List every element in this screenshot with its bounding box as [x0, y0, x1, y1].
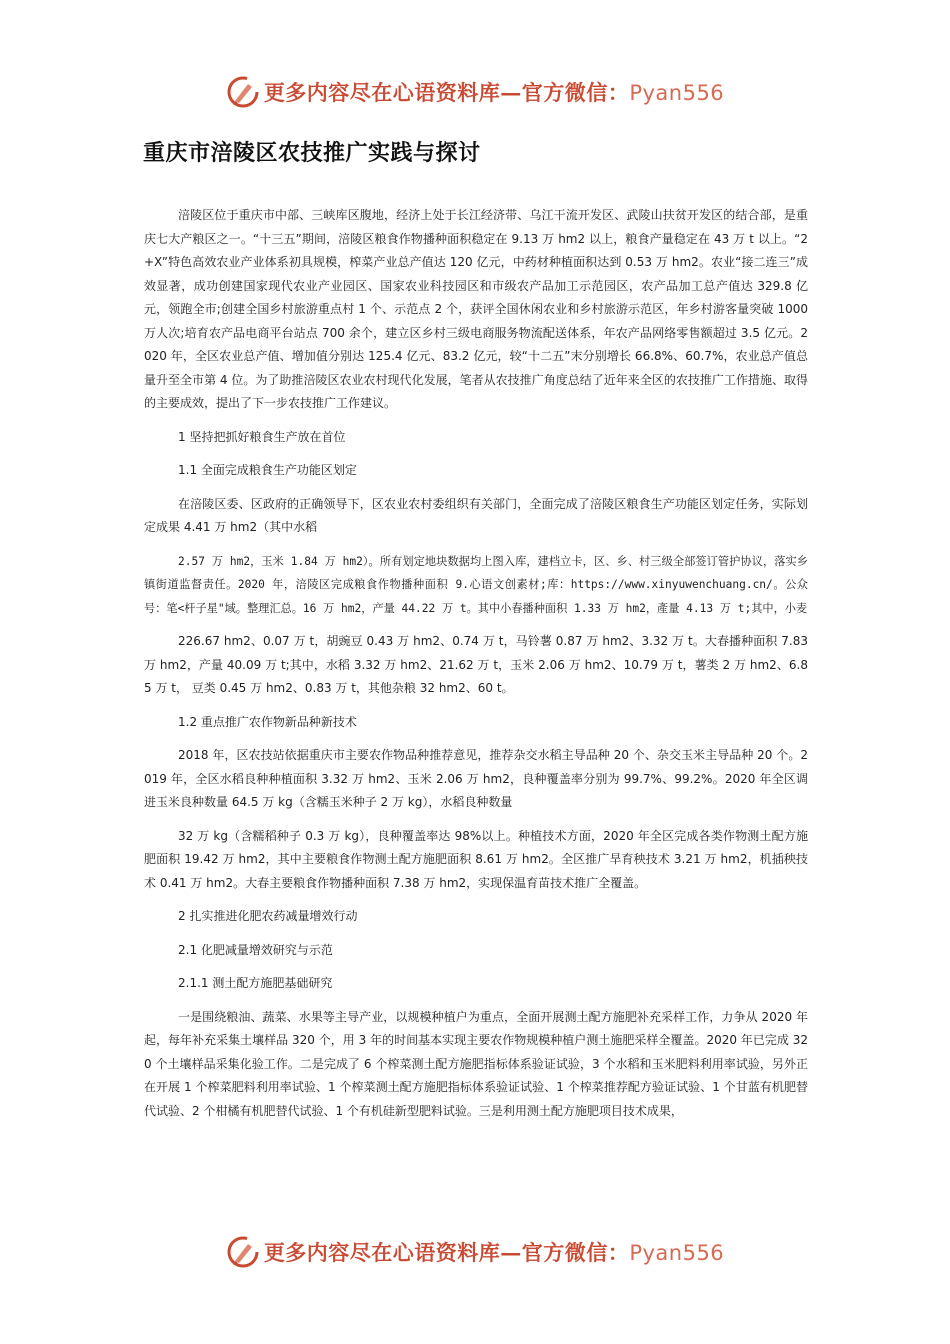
heading-section-1: 1 坚持把抓好粮食生产放在首位 — [178, 429, 346, 444]
paragraph-1-1-b: 2.57 万 hm2，玉米 1.84 万 hm2）。所有划定地块数据均上图入库，建档立卡，区、乡、村三级全部签订管护协议，落实乡镇街道监督责任。2020 年，涪陵区完成粮食作物播种面积 9.心语文创素材;库：https://www.xinyuwenchuang.cn/。公众号：笔<杆子星"域。整理汇总。16 万 hm2，产量 44.22 万 t。其中小春播种面积 1.33 万 hm2，產量 4.13 万 t;其中，小麦 — [144, 554, 808, 615]
heading-section-2-1: 2.1 化肥减量增效研究与示范 — [178, 942, 333, 957]
heading-section-1-2: 1.2 重点推广农作物新品种新技术 — [178, 714, 357, 729]
paragraph-1-1-a: 在涪陵区委、区政府的正确领导下，区农业农村委组织有关部门，全面完成了涪陵区粮食生产功能区划定任务，实际划定成果 4.41 万 hm2（其中水稻 — [144, 496, 808, 534]
heading-section-1-1: 1.1 全面完成粮食生产功能区划定 — [178, 463, 357, 477]
heading-section-2: 2 扎实推进化肥农药减量增效行动 — [178, 909, 358, 923]
document-body — [144, 204, 808, 1123]
paragraph-intro: 涪陵区位于重庆市中部、三峡库区腹地，经济上处于长江经济带、乌江干流开发区、武陵山扶贫开发区的结合部，是重庆七大产粮区之一。“十三五”期间，涪陵区粮食作物播种面积稳定在 9.13 万 hm2 以上，粮食产量稳定在 43 万 t 以上。“2+X”特色高效农业产业体系初具规模，榨菜产业总产值达 120 亿元，中药材种植面积达到 0.53 万 hm2。农业“接二连三”成效显著，成功创建国家现代农业产业园区、国家农业科技园区和市级农产品加工示范园区，农产品加工总产值达 329.8 亿元，领跑全市;创建全国乡村旅游重点村 1 个、示范点 2 个，获评全国休闲农业和乡村旅游示范区，年乡村游客量突破 1000 万人次;培育农产品电商平台站点 700 余个，建立区乡村三级电商服务物流配送体系，年农产品网络零售额超过 3.5 亿元。2020 年，全区农业总产值、增加值分别达 125.4 亿元、83.2 亿元，较“十二五”末分别增长 66.8%、60.7%，农业总产值总量升至全市第 4 位。为了助推涪陵区农业农村现代化发展，笔者从农技推广角度总结了近年来全区的农技推广工作措施、取得的主要成效，提出了下一步农技推广工作建议。 — [144, 208, 808, 410]
banner-wechat: Pyan556 — [629, 1241, 725, 1265]
header-banner — [0, 72, 950, 112]
document-title: 重庆市涪陵区农技推广实践与探讨 — [143, 141, 481, 166]
pen-logo-icon — [226, 75, 260, 109]
paragraph-1-2-b: 32 万 kg（含糯稻种子 0.3 万 kg），良种覆盖率达 98%以上。种植技术方面，2020 年全区完成各类作物测土配方施肥面积 19.42 万 hm2，其中主要粮食作物测土配方施肥面积 8.61 万 hm2。全区推广旱育秧技术 3.21 万 hm2，机插秧技术 0.41 万 hm2。大春主要粮食作物播种面积 7.38 万 hm2，实现保温育苗技术推广全覆盖。 — [144, 828, 808, 890]
footer-banner — [0, 1232, 950, 1272]
pen-logo-icon — [226, 1235, 260, 1269]
heading-section-2-1-1: 2.1.1 测土配方施肥基础研究 — [178, 976, 333, 990]
banner-wechat: Pyan556 — [629, 81, 725, 105]
paragraph-1-1-c: 226.67 hm2、0.07 万 t，胡豌豆 0.43 万 hm2、0.74 万 t，马铃薯 0.87 万 hm2、3.32 万 t。大春播种面积 7.83 万 hm2，产量 40.09 万 t;其中，水稻 3.32 万 hm2、21.62 万 t，玉米 2.06 万 hm2、10.79 万 t，薯类 2 万 hm2、6.85 万 t， 豆类 0.45 万 hm2、0.83 万 t，其他杂粮 32 hm2、60 t。 — [144, 634, 808, 695]
banner-text: 更多内容尽在心语资料库—官方微信：Pyan556 — [263, 1240, 725, 1265]
banner-text: 更多内容尽在心语资料库—官方微信：Pyan556 — [263, 80, 725, 105]
paragraph-2-1-1-a: 一是围绕粮油、蔬菜、水果等主导产业，以规模种植户为重点，全面开展测土配方施肥补充采样工作，力争从 2020 年起，每年补充采集土壤样品 320 个，用 3 年的时间基本实现主要农作物规模种植户测土施肥采样全覆盖。2020 年已完成 320 个土壤样品采集化验工作。二是完成了 6 个榨菜测土配方施肥指标体系验证试验，3 个水稻和玉米肥料利用率试验，另外正在开展 1 个榨菜肥料利用率试验、1 个榨菜测土配方施肥指标体系验证试验、1 个榨菜推荐配方验证试验、1 个甘蓝有机肥替代试验、2 个柑橘有机肥替代试验、1 个有机硅新型肥料试验。三是利用测土配方施肥项目技术成果， — [144, 1009, 808, 1118]
paragraph-1-2-a: 2018 年，区农技站依据重庆市主要农作物品种推荐意见，推荐杂交水稻主导品种 20 个、杂交玉米主导品种 20 个。2019 年，全区水稻良种种植面积 3.32 万 hm2、玉米 2.06 万 hm2，良种覆盖率分别为 99.7%、99.2%。2020 年全区调进玉米良种数量 64.5 万 kg（含糯玉米种子 2 万 kg），水稻良种数量 — [144, 748, 808, 809]
